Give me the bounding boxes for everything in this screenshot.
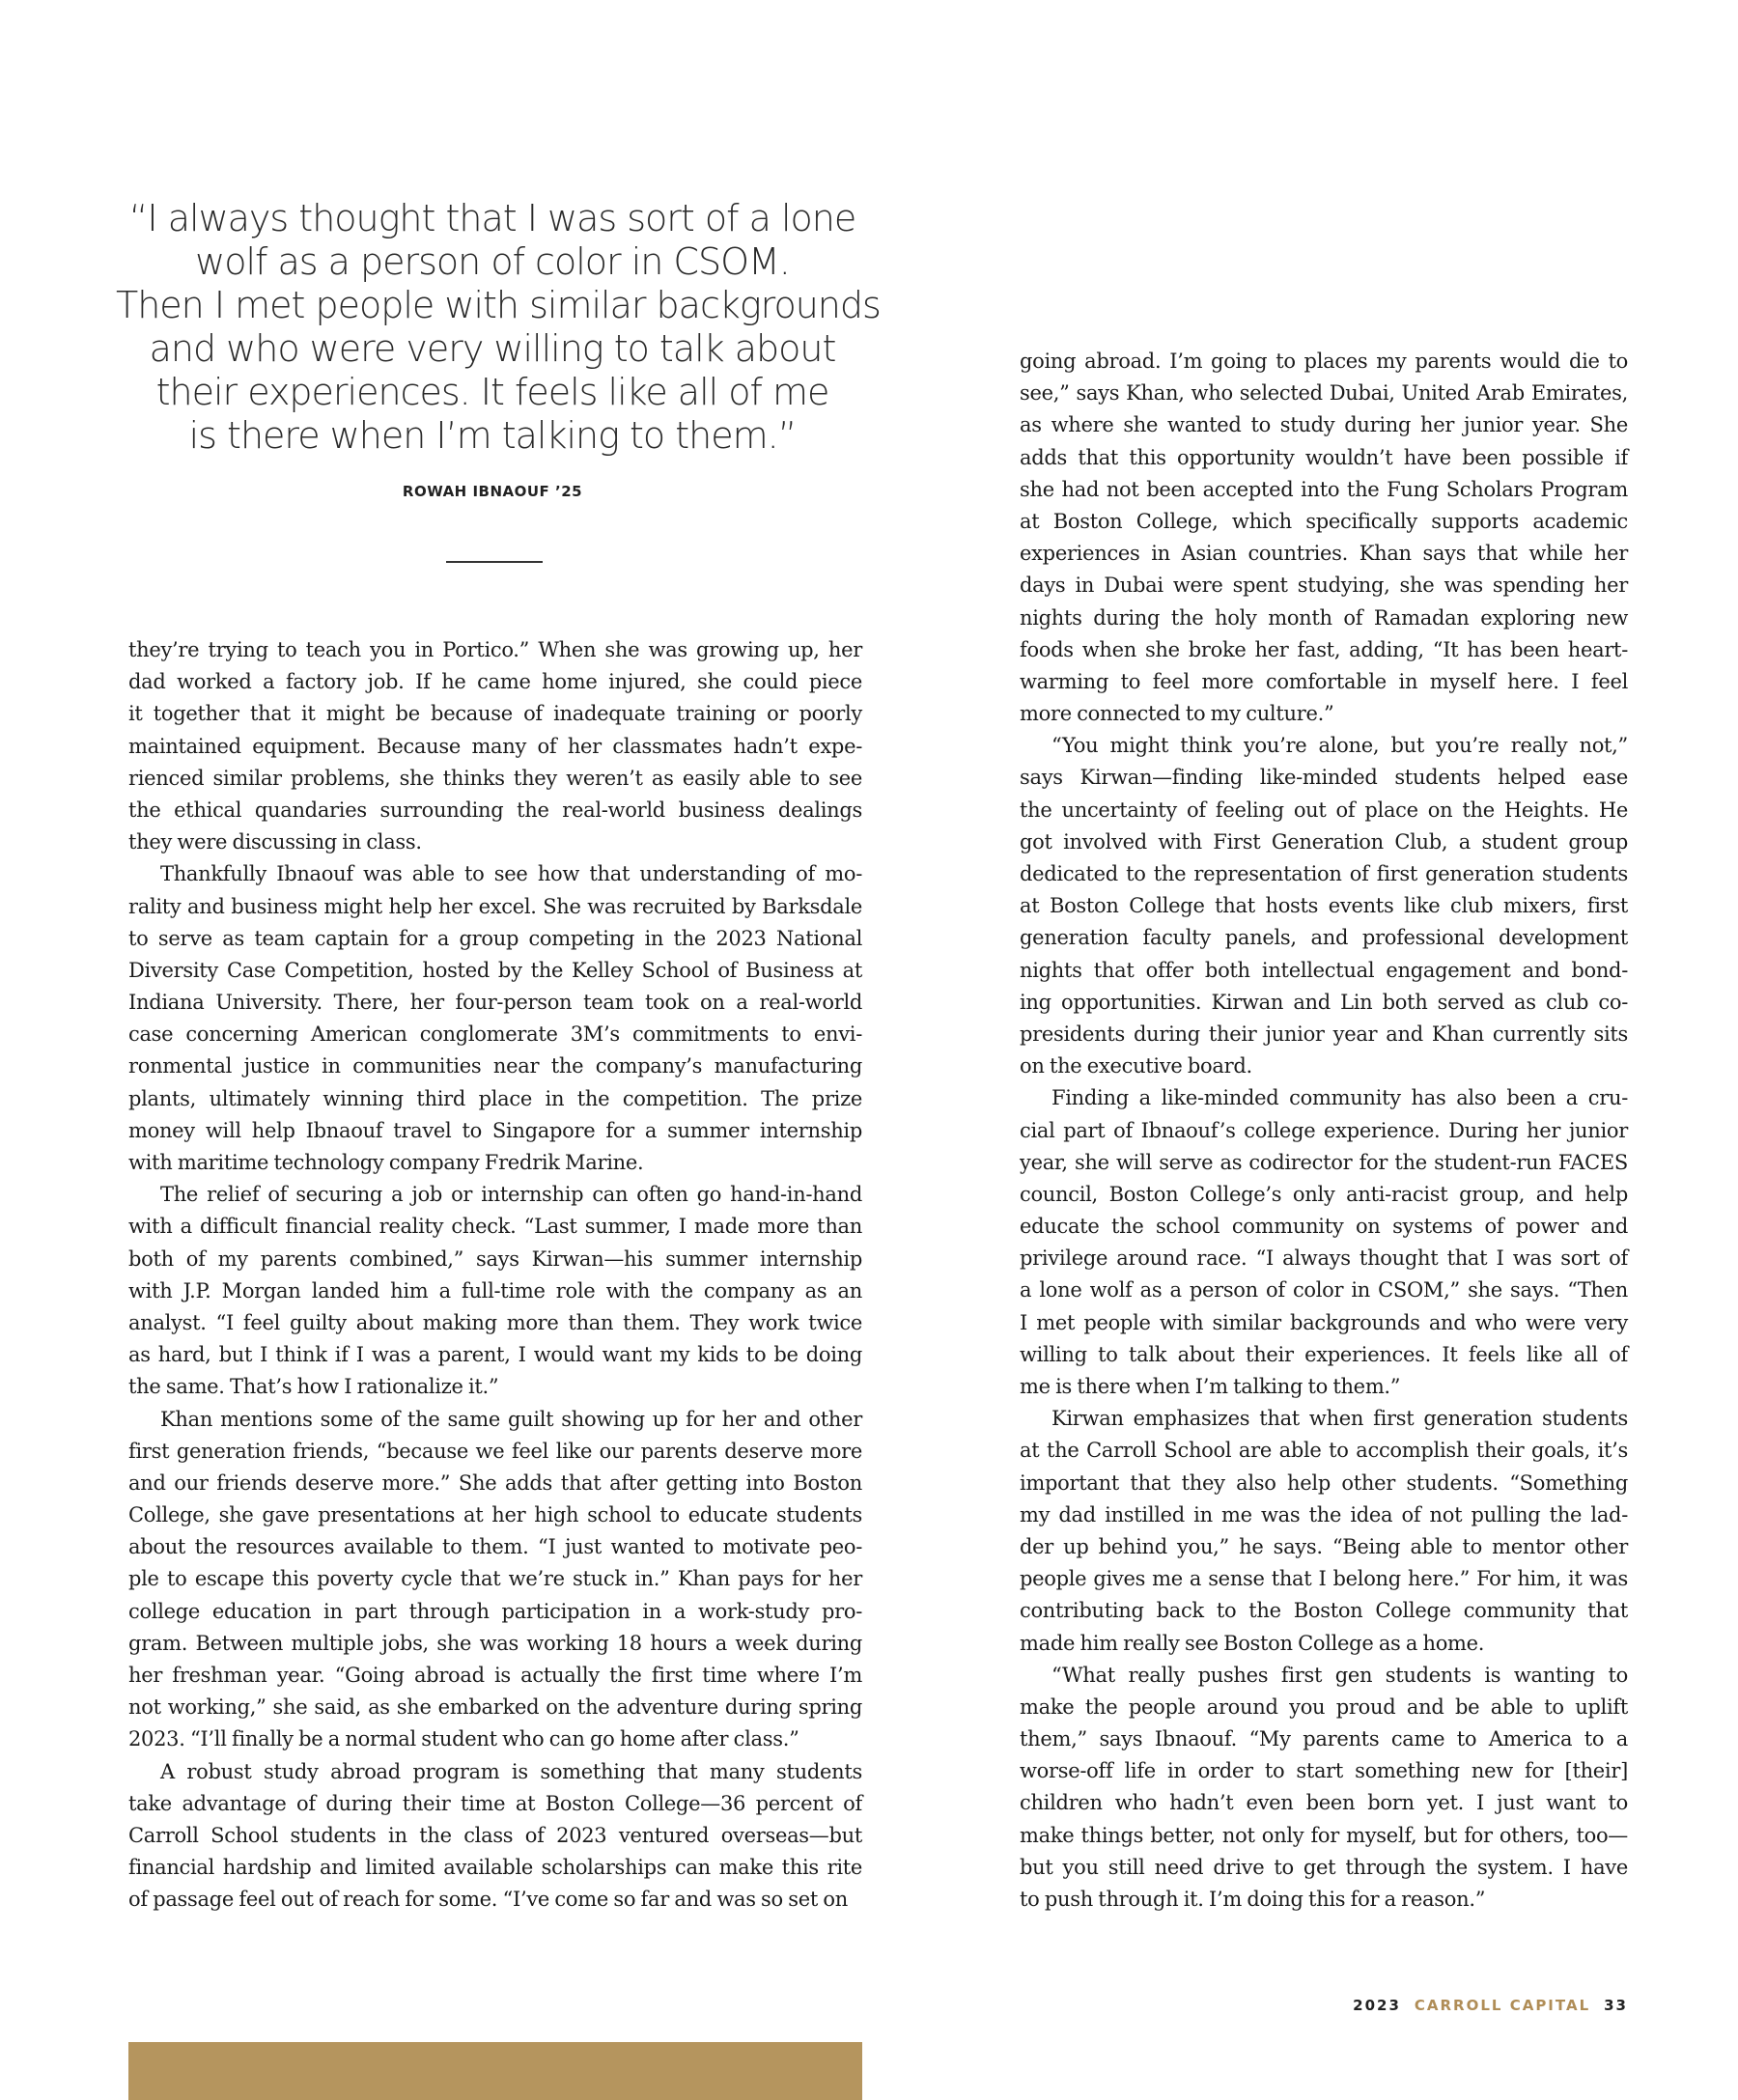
text-line: days in Dubai were spent studying, she was spending her [1020,574,1628,598]
text-line: ing opportunities. Kirwan and Lin both served as club co- [1020,990,1628,1014]
text-line: to push through it. I’m doing this for a reason.” [1020,1888,1486,1911]
text-line: the ethical quandaries surrounding the real-world business dealings [128,798,862,822]
text-line: it together that it might be because of inadequate training or poorly [128,702,862,726]
text-line: take advantage of during their time at Boston College—36 percent of [128,1791,862,1815]
text-line: Carroll School students in the class of 2023 ventured overseas—but [128,1823,862,1847]
text-line: as hard, but I think if I was a parent, I would want my kids to be doing [128,1343,862,1367]
text-line: plants, ultimately winning third place in the competition. The prize [128,1086,862,1110]
text-line: see,” says Khan, who selected Dubai, United Arab Emirates, [1020,381,1628,406]
paragraph [1020,1403,1628,1660]
text-line: going abroad. I’m going to places my parents would die to [1020,350,1628,373]
text-line: the same. That’s how I rationalize it.” [128,1375,499,1399]
text-line: rality and business might help her excel. She was recruited by Barksdale [128,894,862,918]
text-line: and our friends deserve more.” She adds that after getting into Boston [128,1470,862,1495]
text-line: privilege around race. “I always thought that I was sort of [1020,1246,1628,1271]
text-line: ronmental justice in communities near the company’s manufacturing [128,1054,862,1078]
text-line: Finding a like-minded community has also been a cru- [1051,1086,1628,1110]
paragraph [128,634,862,858]
text-line: nights that offer both intellectual engagement and bond- [1020,958,1628,982]
page-number: 33 [1604,1997,1628,2014]
text-line: me is there when I’m talking to them.” [1020,1375,1401,1398]
text-line: A robust study abroad program is something that many students [160,1759,862,1783]
text-line: warming to feel more comfortable in myself here. I feel [1020,669,1628,693]
text-line: them,” says Ibnaouf. “My parents came to America to a [1020,1727,1628,1751]
text-line: at Boston College that hosts events like club mixers, first [1020,894,1628,918]
text-line: to serve as team captain for a group competing in the 2023 National [128,926,862,950]
text-line: rienced similar problems, she thinks they weren’t as easily able to see [128,766,862,790]
page-footer [1353,1997,1628,2014]
paragraph [128,858,862,1179]
pull-quote-line: Then I met people with similar backgrounds [116,284,881,326]
text-line: Diversity Case Competition, hosted by the Kelley School of Business at [128,958,862,982]
paragraph [1020,1660,1628,1917]
pull-quote-line: “I always thought that I was sort of a lone [128,197,856,239]
pull-quote-attribution: ROWAH IBNAOUF ’25 [402,483,583,500]
text-line: they’re trying to teach you in Portico.” When she was growing up, her [128,638,862,661]
text-line: first generation friends, “because we feel like our parents deserve more [128,1439,862,1463]
text-line: worse-off life in order to start something new for [their] [1020,1759,1628,1783]
pull-quote-line: is there when I’m talking to them.” [188,414,797,457]
text-line: more connected to my culture.” [1020,702,1334,726]
text-line: cial part of Ibnaouf’s college experience. During her junior [1020,1118,1628,1142]
text-line: of passage feel out of reach for some. “I’ve come so far and was so set on [128,1888,848,1912]
text-line: educate the school community on systems of power and [1020,1215,1628,1239]
paragraph [1020,1082,1628,1403]
text-line: her freshman year. “Going abroad is actually the first time where I’m [128,1664,862,1687]
text-line: says Kirwan—finding like-minded students helped ease [1020,766,1628,790]
text-line: college education in part through participation in a work-study pro- [128,1599,862,1623]
text-line: made him really see Boston College as a home. [1020,1631,1485,1655]
text-line: College, she gave presentations at her high school to educate students [128,1503,862,1527]
text-line: with maritime technology company Fredrik Marine. [128,1151,644,1174]
article-column-right [1020,346,1628,1916]
text-line: presidents during their junior year and Khan currently sits [1020,1022,1628,1046]
text-line: my dad instilled in me was the idea of not pulling the lad- [1020,1502,1628,1526]
text-line: year, she will serve as codirector for the student-run FACES [1020,1150,1628,1174]
text-line: I met people with similar backgrounds and who were very [1020,1310,1628,1334]
text-line: both of my parents combined,” says Kirwan—his summer internship [128,1246,862,1271]
text-line: a lone wolf as a person of color in CSOM,” she says. “Then [1020,1278,1628,1302]
text-line: Kirwan emphasizes that when first generation students [1051,1407,1628,1431]
footer-publication: CARROLL CAPITAL [1414,1997,1591,2014]
text-line: financial hardship and limited available scholarships can make this rite [128,1856,862,1880]
text-line: adds that this opportunity wouldn’t have been possible if [1020,445,1628,469]
text-line: der up behind you,” he says. “Being able to mentor other [1020,1534,1628,1558]
text-line: not working,” she said, as she embarked on the adventure during spring [128,1695,862,1720]
paragraph [1020,346,1628,730]
text-line: but you still need drive to get through the system. I have [1020,1855,1628,1879]
footer-year: 2023 [1353,1997,1401,2014]
paragraph [128,1756,862,1917]
text-line: important that they also help other students. “Something [1020,1470,1628,1495]
article-column-left [128,634,862,1917]
text-line: analyst. “I feel guilty about making more than them. They work twice [128,1310,862,1334]
paragraph [128,1404,862,1756]
divider-rule [446,561,543,563]
text-line: contributing back to the Boston College community that [1020,1599,1628,1623]
text-line: people gives me a sense that I belong here.” For him, it was [1020,1567,1628,1591]
text-line: ple to escape this poverty cycle that we’re stuck in.” Khan pays for her [128,1567,862,1591]
text-line: dedicated to the representation of first generation students [1020,862,1628,885]
text-line: The relief of securing a job or internship can often go hand-in-hand [160,1183,862,1207]
text-line: “What really pushes first gen students is wanting to [1051,1663,1628,1687]
text-line: generation faculty panels, and professional development [1020,926,1628,950]
text-line: she had not been accepted into the Fung Scholars Program [1020,477,1628,501]
text-line: maintained equipment. Because many of her classmates hadn’t expe- [128,734,862,758]
text-line: gram. Between multiple jobs, she was working 18 hours a week during [128,1631,862,1655]
text-line: as where she wanted to study during her junior year. She [1020,413,1628,437]
pull-quote-line: and who were very willing to talk about [149,327,836,370]
text-line: on the executive board. [1020,1054,1252,1078]
text-line: got involved with First Generation Club, a student group [1020,829,1628,854]
pull-quote-line: their experiences. It feels like all of me [155,371,829,413]
text-line: make things better, not only for myself, but for others, too— [1020,1823,1628,1847]
text-line: dad worked a factory job. If he came home injured, she could piece [128,670,862,694]
pull-quote-line: wolf as a person of color in CSOM. [195,240,790,283]
text-line: about the resources available to them. “I just wanted to motivate peo- [128,1535,862,1559]
text-line: with a difficult financial reality check. “Last summer, I made more than [128,1215,862,1239]
text-line: they were discussing in class. [128,830,422,854]
text-line: Indiana University. There, her four-person team took on a real-world [128,991,862,1015]
paragraph [128,1179,862,1403]
text-line: Khan mentions some of the same guilt showing up for her and other [160,1407,862,1431]
text-line: with J.P. Morgan landed him a full-time role with the company as an [128,1278,862,1302]
text-line: experiences in Asian countries. Khan says that while her [1020,542,1628,566]
text-line: make the people around you proud and be able to uplift [1020,1694,1628,1719]
text-line: children who hadn’t even been born yet. I just want to [1020,1791,1628,1815]
pull-quote [116,197,881,458]
text-line: nights during the holy month of Ramadan exploring new [1020,605,1628,630]
gold-accent-bar [128,2042,862,2100]
text-line: money will help Ibnaouf travel to Singapore for a summer internship [128,1118,862,1142]
text-line: foods when she broke her fast, adding, “It has been heart- [1020,637,1628,661]
text-line: at Boston College, which specifically supports academic [1020,509,1628,533]
text-line: willing to talk about their experiences. It feels like all of [1020,1342,1628,1366]
text-line: case concerning American conglomerate 3M’s commitments to envi- [128,1022,862,1047]
text-line: council, Boston College’s only anti-racist group, and help [1020,1182,1628,1206]
paragraph [1020,730,1628,1082]
text-line: 2023. “I’ll finally be a normal student who can go home after class.” [128,1727,799,1751]
text-line: the uncertainty of feeling out of place on the Heights. He [1020,798,1628,822]
text-line: “You might think you’re alone, but you’re really not,” [1051,734,1628,758]
text-line: Thankfully Ibnaouf was able to see how that understanding of mo- [160,862,862,886]
text-line: at the Carroll School are able to accomplish their goals, it’s [1020,1439,1628,1463]
